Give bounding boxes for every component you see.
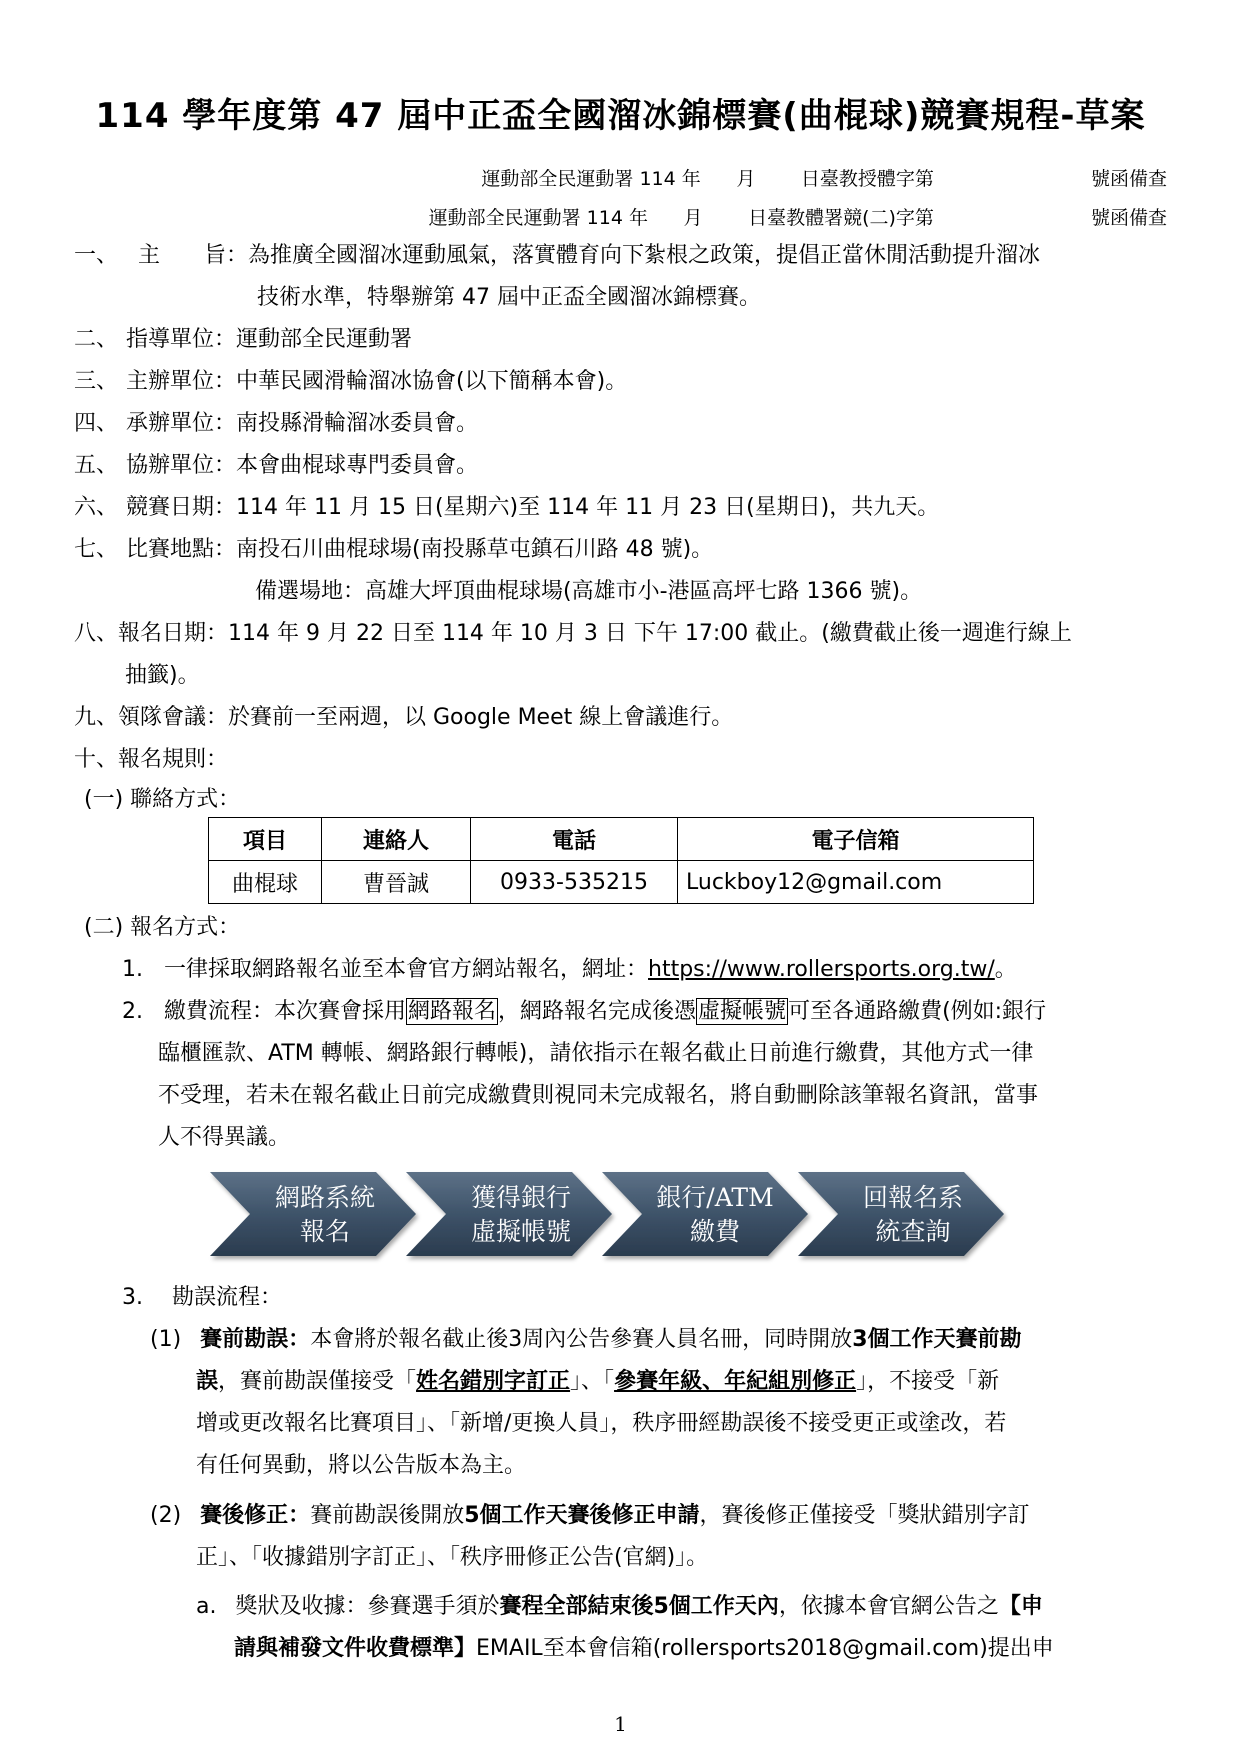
flow-step-3 xyxy=(602,1172,808,1256)
section-venue xyxy=(74,535,713,565)
col-header: 項目 xyxy=(209,818,322,861)
section-label: 承辦單位： xyxy=(126,411,237,436)
signup-heading: (二) 報名方式： xyxy=(84,915,241,940)
bold-text: 誤 xyxy=(196,1369,219,1394)
section-text: 114 年 11 月 15 日(星期六)至 114 年 11 月 23 日(星期日)，共九天。 xyxy=(236,495,940,520)
item-text: 可至各通路繳費(例如:銀行 xyxy=(788,999,1047,1024)
section-organizer xyxy=(74,367,627,397)
email-cell: Luckboy12@gmail.com xyxy=(678,861,1034,904)
section-num: 二、 xyxy=(74,327,119,352)
section-text: 運動部全民運動署 xyxy=(236,327,413,352)
table-cell: 曹晉誠 xyxy=(322,861,471,904)
errata-p2 xyxy=(150,1501,1030,1531)
section-text: 為推廣全國溜冰運動風氣，落實體育向下紮根之政策，提倡正當休閒活動提升溜冰 xyxy=(248,243,1041,268)
section-text: 南投縣滑輪溜冰委員會。 xyxy=(236,411,479,436)
signup-item-2 xyxy=(122,997,1046,1027)
item-text: ，依據本會官網公告之 xyxy=(778,1594,999,1619)
section-num: 四、 xyxy=(74,411,119,436)
bold-text: 【申 xyxy=(998,1594,1043,1619)
contact-heading: (一) 聯絡方式： xyxy=(84,787,241,812)
col-header: 電子信箱 xyxy=(678,818,1034,861)
item-num: 2. xyxy=(122,999,143,1024)
bold-text: 賽後修正： xyxy=(200,1503,311,1528)
table-cell: 曲棍球 xyxy=(209,861,322,904)
flow-step-label: 網路系統 xyxy=(274,1183,376,1212)
ref-text: 日臺教授體字第 xyxy=(800,168,934,190)
section-num: 六、 xyxy=(74,495,119,520)
bold-text: 請與補發文件收費標準】 xyxy=(234,1636,477,1661)
section-host xyxy=(74,409,478,439)
ref-text: 號函備查 xyxy=(1090,207,1167,229)
flow-step-label: 銀行/ATM xyxy=(656,1183,774,1212)
flow-step-label: 回報名系 xyxy=(862,1183,964,1212)
flow-step-1 xyxy=(210,1172,416,1256)
approval-ref-1 xyxy=(481,164,1167,191)
item-text: 」、「 xyxy=(570,1369,615,1394)
item-text: 賽前勘誤後開放 xyxy=(310,1503,465,1528)
ref-text: 運動部全民運動署 114 年 xyxy=(428,207,648,229)
section-registration-rules: 十、報名規則： xyxy=(74,747,229,772)
item-text: 繳費流程：本次賽會採用 xyxy=(164,999,407,1024)
section-guidance xyxy=(74,325,412,355)
table-header-row xyxy=(209,818,1034,861)
flow-step-label: 報名 xyxy=(299,1217,351,1246)
section-text: 南投石川曲棍球場(南投縣草屯鎮石川路 48 號)。 xyxy=(236,537,714,562)
section-co-organizer xyxy=(74,451,478,481)
item-num: a. xyxy=(196,1594,217,1619)
signup-item-1 xyxy=(122,955,1017,985)
section-label: 協辦單位： xyxy=(126,453,237,478)
section-dates xyxy=(74,493,939,523)
boxed-term: 網路報名 xyxy=(408,999,497,1024)
item-text: 」，不接受「新 xyxy=(856,1369,1000,1394)
section-registration-date-cont: 抽籤)。 xyxy=(125,663,200,688)
errata-heading xyxy=(122,1283,282,1313)
signup-item-2-line3: 不受理，若未在報名截止日前完成繳費則視同未完成報名，將自動刪除該筆報名資訊，當事 xyxy=(158,1083,1039,1108)
item-text: 勘誤流程： xyxy=(172,1285,283,1310)
section-label: 指導單位： xyxy=(126,327,237,352)
item-text: ，賽後修正僅接受「獎狀錯別字訂 xyxy=(699,1503,1030,1528)
flow-step-label: 統查詢 xyxy=(875,1217,951,1246)
bold-text: 3個工作天賽前勘 xyxy=(852,1327,1022,1352)
table-row xyxy=(209,861,1034,904)
signup-item-2-line2: 臨櫃匯款、ATM 轉帳、網路銀行轉帳)，請依指示在報名截止日前進行繳費，其他方式一律 xyxy=(158,1041,1034,1066)
ref-text: 日臺教體署競(二)字第 xyxy=(748,207,934,229)
item-num: (2) xyxy=(150,1503,182,1528)
errata-pa-line2 xyxy=(234,1634,1054,1664)
underlined-text: 參賽年級、年紀組別修正 xyxy=(614,1369,857,1394)
section-num: 一、 xyxy=(74,243,119,268)
section-label: 比賽地點： xyxy=(126,537,237,562)
errata-pa xyxy=(196,1592,1043,1622)
section-team-meeting: 九、領隊會議：於賽前一至兩週，以 Google Meet 線上會議進行。 xyxy=(74,705,734,730)
section-text: 中華民國滑輪溜冰協會(以下簡稱本會)。 xyxy=(236,369,628,394)
item-num: (1) xyxy=(150,1327,182,1352)
underlined-text: 姓名錯別字訂正 xyxy=(416,1369,571,1394)
flow-step-label: 繳費 xyxy=(689,1217,741,1246)
col-header: 連絡人 xyxy=(322,818,471,861)
flow-step-label: 獲得銀行 xyxy=(470,1183,572,1212)
boxed-term: 虛擬帳號 xyxy=(698,999,787,1024)
table-cell: 0933-535215 xyxy=(471,861,678,904)
page-number: 1 xyxy=(614,1712,627,1736)
section-registration-date: 八、報名日期：114 年 9 月 22 日至 114 年 10 月 3 日 下午 17:00 截止。(繳費截止後一週進行線上 xyxy=(74,621,1072,646)
flow-step-label: 虛擬帳號 xyxy=(470,1217,572,1246)
errata-p1-line4: 有任何異動，將以公告版本為主。 xyxy=(196,1453,527,1478)
bold-text: 賽程全部結束後5個工作天內 xyxy=(499,1594,779,1619)
payment-flow-diagram xyxy=(208,1170,1038,1264)
section-purpose xyxy=(74,241,1040,271)
item-num: 1. xyxy=(122,957,143,982)
item-text: 。 xyxy=(994,957,1017,982)
flow-step-4 xyxy=(798,1172,1004,1256)
section-venue-alt: 備選場地：高雄大坪頂曲棍球場(高雄市小-港區高坪七路 1366 號)。 xyxy=(255,579,923,604)
item-text: EMAIL至本會信箱(rollersports2018@gmail.com)提出申 xyxy=(476,1636,1054,1661)
contact-table xyxy=(208,817,1034,904)
signup-item-2-line4: 人不得異議。 xyxy=(158,1125,291,1150)
section-num: 五、 xyxy=(74,453,119,478)
item-text: ，賽前勘誤僅接受「 xyxy=(218,1369,417,1394)
section-num: 七、 xyxy=(74,537,119,562)
item-text: ，網路報名完成後憑 xyxy=(498,999,697,1024)
errata-p2-line2: 正」、「收據錯別字訂正」、「秩序冊修正公告(官網)」。 xyxy=(196,1545,709,1570)
section-text: 本會曲棍球專門委員會。 xyxy=(236,453,479,478)
section-label: 競賽日期： xyxy=(126,495,237,520)
bold-text: 5個工作天賽後修正申請 xyxy=(464,1503,700,1528)
ref-text: 號函備查 xyxy=(1090,168,1167,190)
item-text: 一律採取網路報名並至本會官方網站報名，網址： xyxy=(164,957,649,982)
section-num: 三、 xyxy=(74,369,119,394)
col-header: 電話 xyxy=(471,818,678,861)
ref-month: 月 xyxy=(683,207,703,229)
errata-p1 xyxy=(150,1325,1022,1355)
bold-text: 賽前勘誤： xyxy=(200,1327,311,1352)
ref-text: 運動部全民運動署 114 年 xyxy=(481,168,701,190)
errata-p1-line3: 增或更改報名比賽項目」、「新增/更換人員」，秩序冊經勘誤後不接受更正或塗改，若 xyxy=(196,1411,1007,1436)
flow-step-2 xyxy=(406,1172,612,1256)
item-num: 3. xyxy=(122,1285,143,1310)
document-title: 114 學年度第 47 屆中正盃全國溜冰錦標賽(曲棍球)競賽規程-草案 xyxy=(95,96,1146,136)
website-link[interactable]: https://www.rollersports.org.tw/ xyxy=(648,957,995,982)
ref-month: 月 xyxy=(736,168,756,190)
errata-p1-line2 xyxy=(196,1367,999,1397)
item-text: 本會將於報名截止後3周內公告參賽人員名冊，同時開放 xyxy=(310,1327,853,1352)
approval-ref-2 xyxy=(429,203,1167,230)
section-label: 主辦單位： xyxy=(126,369,237,394)
item-text: 獎狀及收據：參賽選手須於 xyxy=(235,1594,500,1619)
section-purpose-cont: 技術水準，特舉辦第 47 屆中正盃全國溜冰錦標賽。 xyxy=(257,285,761,310)
section-label: 主 旨： xyxy=(138,243,249,268)
